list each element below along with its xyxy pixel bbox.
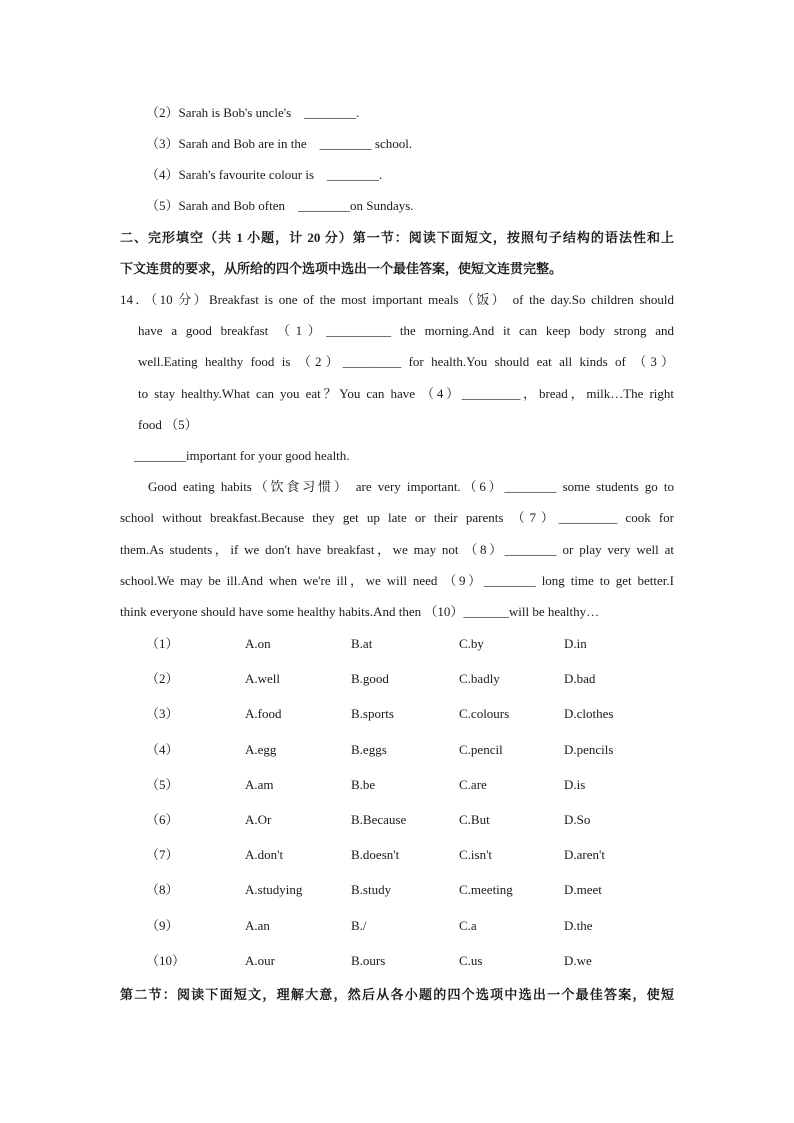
q14-line-3: well.Eating healthy food is （2）_________ for health.You should eat all kinds of （3） xyxy=(138,354,674,369)
option-b[interactable]: B.at xyxy=(351,636,373,651)
option-row xyxy=(0,704,794,724)
option-c[interactable]: C.a xyxy=(459,918,477,933)
section2-heading-line1: 二、完形填空（共 1 小题，计 20 分）第一节：阅读下面短文，按照句子结构的语法性和上 xyxy=(120,230,674,245)
q14-line-4: to stay healthy.What can you eat？You can have （4）_________，bread，milk…The right xyxy=(138,386,674,401)
option-a[interactable]: A.egg xyxy=(245,742,277,757)
option-b[interactable]: B.be xyxy=(351,777,376,792)
option-number: （10） xyxy=(146,953,186,968)
q14-line-7: Good eating habits（饮食习惯） are very important.（6）________ some students go to xyxy=(148,479,674,494)
option-d[interactable]: D.in xyxy=(564,636,587,651)
q14-line-6: ________important for your good health. xyxy=(134,448,350,463)
option-number: （9） xyxy=(146,918,179,933)
option-d[interactable]: D.pencils xyxy=(564,742,614,757)
option-number: （8） xyxy=(146,882,179,897)
option-row xyxy=(0,916,794,936)
q14-line-2: have a good breakfast （1）__________ the morning.And it can keep body strong and xyxy=(138,323,674,338)
option-row xyxy=(0,634,794,654)
option-d[interactable]: D.bad xyxy=(564,671,596,686)
option-row xyxy=(0,775,794,795)
q14-line-5: food （5） xyxy=(138,417,198,432)
option-c[interactable]: C.pencil xyxy=(459,742,503,757)
option-a[interactable]: A.am xyxy=(245,777,274,792)
option-a[interactable]: A.our xyxy=(245,953,275,968)
option-b[interactable]: B.ours xyxy=(351,953,386,968)
option-row xyxy=(0,669,794,689)
option-number: （6） xyxy=(146,812,179,827)
q14-line-9: them.As students，if we don't have breakfast，we may not （8）________ or play very well at xyxy=(120,542,674,557)
option-c[interactable]: C.are xyxy=(459,777,487,792)
option-d[interactable]: D.clothes xyxy=(564,706,614,721)
option-row xyxy=(0,845,794,865)
option-d[interactable]: D.we xyxy=(564,953,592,968)
option-a[interactable]: A.on xyxy=(245,636,271,651)
part1-item-3: （3）Sarah and Bob are in the ________ school. xyxy=(146,136,413,151)
option-a[interactable]: A.don't xyxy=(245,847,284,862)
option-b[interactable]: B.study xyxy=(351,882,392,897)
q14-line-1: 14．（10 分）Breakfast is one of the most important meals（饭） of the day.So children should xyxy=(120,292,674,307)
option-b[interactable]: B.eggs xyxy=(351,742,387,757)
option-c[interactable]: C.But xyxy=(459,812,490,827)
option-number: （5） xyxy=(146,777,179,792)
option-d[interactable]: D.is xyxy=(564,777,586,792)
option-b[interactable]: B.Because xyxy=(351,812,407,827)
option-c[interactable]: C.badly xyxy=(459,671,500,686)
option-a[interactable]: A.food xyxy=(245,706,282,721)
q14-line-11: think everyone should have some healthy habits.And then （10）_______will be healthy… xyxy=(120,604,600,619)
section2-heading-line2: 下文连贯的要求，从所给的四个选项中选出一个最佳答案，使短文连贯完整。 xyxy=(120,261,563,276)
option-number: （7） xyxy=(146,847,179,862)
option-number: （4） xyxy=(146,742,179,757)
option-row xyxy=(0,880,794,900)
q14-line-8: school without breakfast.Because they get up late or their parents （7）_________ cook for xyxy=(120,510,674,525)
part1-item-2: （2）Sarah is Bob's uncle's ________. xyxy=(146,105,360,120)
option-b[interactable]: B.sports xyxy=(351,706,394,721)
option-d[interactable]: D.So xyxy=(564,812,591,827)
option-b[interactable]: B./ xyxy=(351,918,367,933)
option-d[interactable]: D.meet xyxy=(564,882,602,897)
section2-part2-heading: 第二节：阅读下面短文，理解大意，然后从各小题的四个选项中选出一个最佳答案，使短 xyxy=(120,987,674,1002)
option-c[interactable]: C.isn't xyxy=(459,847,493,862)
option-d[interactable]: D.the xyxy=(564,918,593,933)
option-row xyxy=(0,810,794,830)
option-c[interactable]: C.colours xyxy=(459,706,510,721)
option-a[interactable]: A.well xyxy=(245,671,281,686)
option-number: （3） xyxy=(146,706,179,721)
option-number: （2） xyxy=(146,671,179,686)
option-a[interactable]: A.an xyxy=(245,918,270,933)
option-d[interactable]: D.aren't xyxy=(564,847,605,862)
q14-line-10: school.We may be ill.And when we're ill，we will need （9）________ long time to get better.I xyxy=(120,573,674,588)
option-number: （1） xyxy=(146,636,179,651)
option-row xyxy=(0,951,794,971)
option-a[interactable]: A.studying xyxy=(245,882,303,897)
part1-item-5: （5）Sarah and Bob often ________on Sundays. xyxy=(146,198,414,213)
option-row xyxy=(0,740,794,760)
option-a[interactable]: A.Or xyxy=(245,812,272,827)
option-c[interactable]: C.by xyxy=(459,636,484,651)
option-c[interactable]: C.us xyxy=(459,953,483,968)
part1-item-4: （4）Sarah's favourite colour is ________. xyxy=(146,167,383,182)
option-b[interactable]: B.doesn't xyxy=(351,847,400,862)
option-b[interactable]: B.good xyxy=(351,671,389,686)
option-c[interactable]: C.meeting xyxy=(459,882,513,897)
